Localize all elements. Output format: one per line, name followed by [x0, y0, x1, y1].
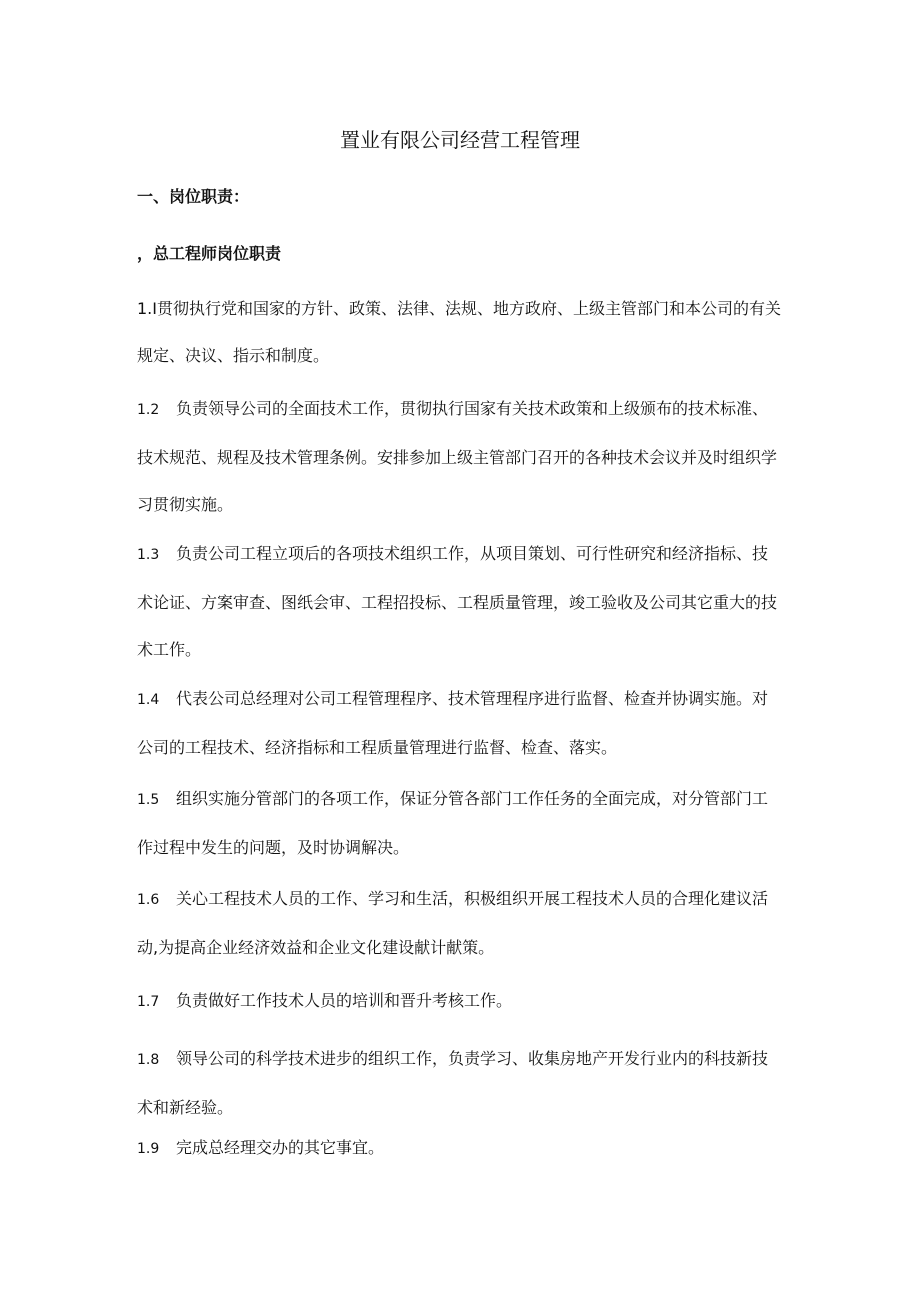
document-title: 置业有限公司经营工程管理 — [340, 128, 580, 152]
list-item — [137, 977, 782, 1026]
list-item — [137, 1035, 782, 1131]
item-text: 负责领导公司的全面技术工作，贯彻执行国家有关技术政策和上级颁布的技术标准、技术规范、规程及技术管理条例。安排参加上级主管部门召开的各种技术会议并及时组织学习贯彻实施。 — [137, 399, 778, 514]
item-text: 组织实施分管部门的各项工作，保证分管各部门工作任务的全面完成，对分管部门工作过程中发生的问题，及时协调解决。 — [137, 789, 769, 857]
item-number: 1.2 — [137, 402, 160, 418]
item-text: 贯彻执行党和国家的方针、政策、法律、法规、地方政府、上级主管部门和本公司的有关规定、决议、指示和制度。 — [137, 299, 781, 365]
item-number: 1.7 — [137, 994, 160, 1010]
list-item — [137, 875, 782, 971]
item-number: 1.9 — [137, 1141, 160, 1157]
list-item — [137, 285, 782, 379]
list-item — [137, 530, 782, 673]
list-item — [137, 675, 782, 771]
item-number: 1.6 — [137, 892, 160, 908]
item-number: 1.8 — [137, 1052, 160, 1068]
item-number: 1.I — [137, 299, 157, 318]
item-text: 领导公司的科学技术进步的组织工作，负责学习、收集房地产开发行业内的科技新技术和新经验。 — [137, 1049, 769, 1117]
item-text: 代表公司总经理对公司工程管理程序、技术管理程序进行监督、检查并协调实施。对公司的工程技术、经济指标和工程质量管理进行监督、检查、落实。 — [137, 689, 769, 757]
sub-heading: ，总工程师岗位职责 — [137, 244, 282, 263]
item-number: 1.4 — [137, 692, 160, 708]
item-number: 1.3 — [137, 547, 160, 563]
item-number: 1.5 — [137, 792, 160, 808]
list-item — [137, 1124, 782, 1173]
item-text: 负责公司工程立项后的各项技术组织工作，从项目策划、可行性研究和经济指标、技术论证、方案审查、图纸会审、工程招投标、工程质量管理，竣工验收及公司其它重大的技术工作。 — [137, 544, 778, 659]
list-item — [137, 775, 782, 871]
section-heading: 一、岗位职责： — [137, 187, 250, 206]
item-text: 完成总经理交办的其它事宜。 — [176, 1138, 385, 1157]
item-text: 负责做好工作技术人员的培训和晋升考核工作。 — [176, 991, 513, 1010]
item-text: 关心工程技术人员的工作、学习和生活，积极组织开展工程技术人员的合理化建议活动,为提高企业经济效益和企业文化建设献计献策。 — [137, 889, 769, 957]
list-item — [137, 385, 782, 528]
